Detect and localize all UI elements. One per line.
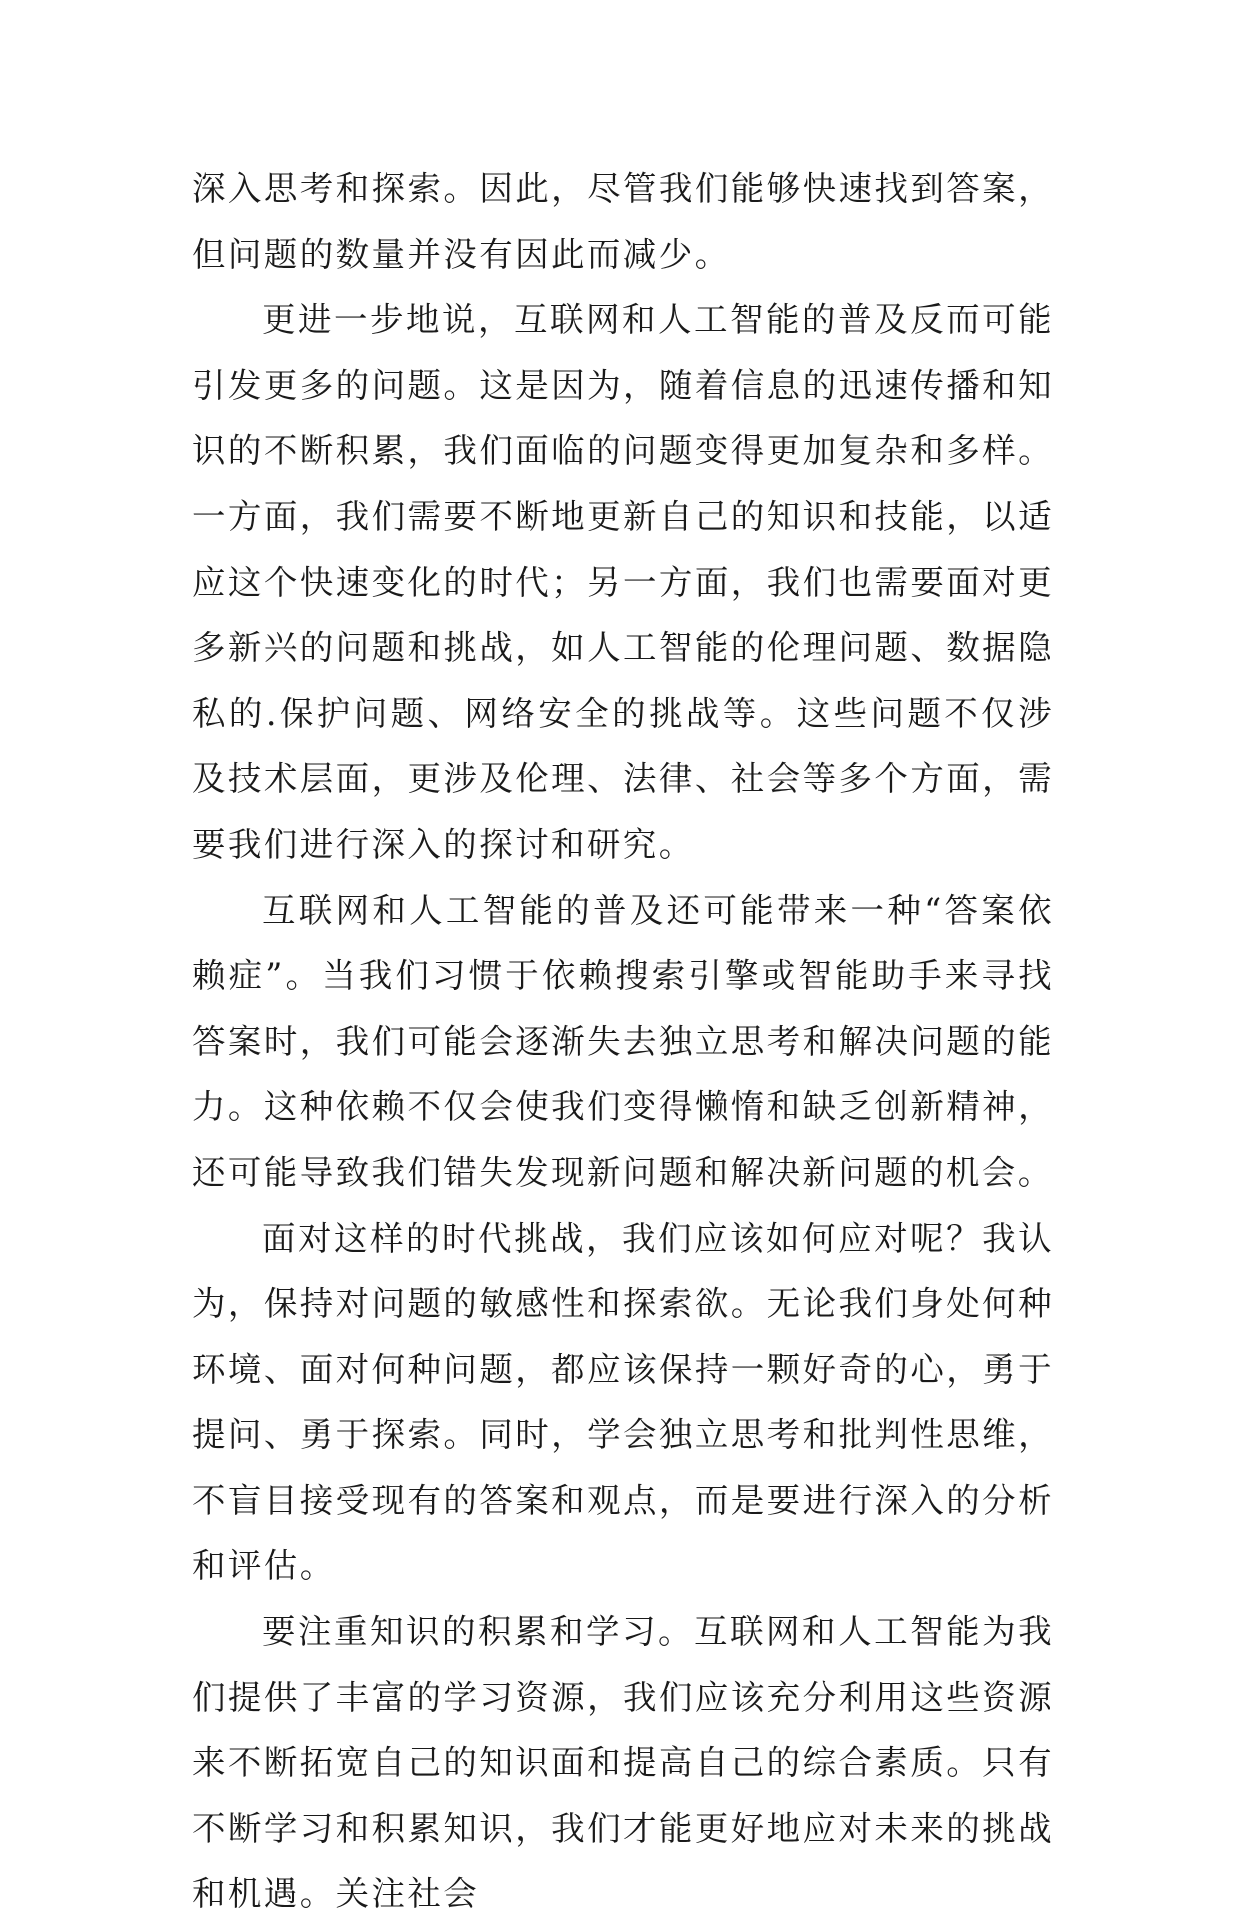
- document-body: [192, 156, 1054, 1927]
- paragraph-3: 互联网和人工智能的普及还可能带来一种“答案依赖症”。当我们习惯于依赖搜索引擎或智能助手来寻找答案时，我们可能会逐渐失去独立思考和解决问题的能力。这种依赖不仅会使我们变得懒惰和缺乏创新精神，还可能导致我们错失发现新问题和解决新问题的机会。: [192, 890, 1054, 1192]
- paragraph-5: 要注重知识的积累和学习。互联网和人工智能为我们提供了丰富的学习资源，我们应该充分利用这些资源来不断拓宽自己的知识面和提高自己的综合素质。只有不断学习和积累知识，我们才能更好地应对未来的挑战和机遇。关注社会: [192, 1612, 1054, 1914]
- paragraph-2: 更进一步地说，互联网和人工智能的普及反而可能引发更多的问题。这是因为，随着信息的迅速传播和知识的不断积累，我们面临的问题变得更加复杂和多样。一方面，我们需要不断地更新自己的知识和技能，以适应这个快速变化的时代；另一方面，我们也需要面对更多新兴的问题和挑战，如人工智能的伦理问题、数据隐私的.保护问题、网络安全的挑战等。这些问题不仅涉及技术层面，更涉及伦理、法律、社会等多个方面，需要我们进行深入的探讨和研究。: [192, 300, 1054, 864]
- paragraph-1: 深入思考和探索。因此，尽管我们能够快速找到答案，但问题的数量并没有因此而减少。: [192, 169, 1054, 274]
- paragraph-4: 面对这样的时代挑战，我们应该如何应对呢？我认为，保持对问题的敏感性和探索欲。无论我们身处何种环境、面对何种问题，都应该保持一颗好奇的心，勇于提问、勇于探索。同时，学会独立思考和批判性思维，不盲目接受现有的答案和观点，而是要进行深入的分析和评估。: [192, 1218, 1054, 1586]
